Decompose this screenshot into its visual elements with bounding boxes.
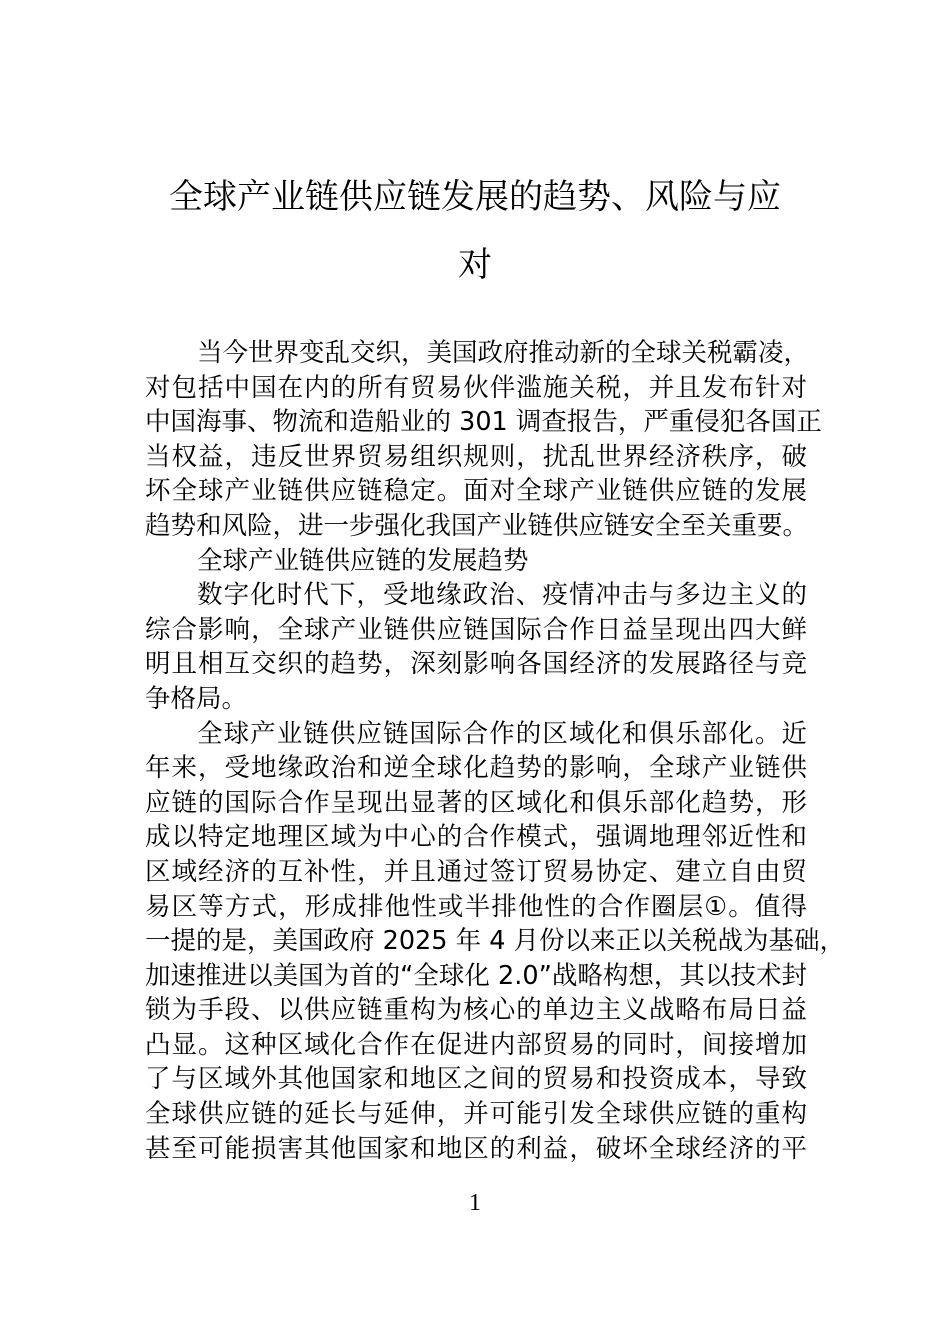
text-line: 争格局。	[145, 683, 248, 714]
text-line: 明且相互交织的趋势，深刻影响各国经济的发展路径与竞	[145, 649, 807, 680]
text-line: 对包括中国在内的所有贸易伙伴滥施关税，并且发布针对	[145, 372, 807, 403]
document-title-line-2: 对	[458, 245, 492, 285]
text-line: 一提的是，美国政府 2025 年 4 月份以来正以关税战为基础，	[145, 926, 846, 957]
paragraph	[145, 336, 822, 544]
text-line: 易区等方式，形成排他性或半排他性的合作圈层①。值得	[145, 891, 807, 922]
text-line: 锁为手段、以供应链重构为核心的单边主义战略布局日益	[145, 995, 807, 1026]
text-line: 了与区域外其他国家和地区之间的贸易和投资成本，导致	[145, 1064, 807, 1095]
text-line: 甚至可能损害其他国家和地区的利益，破坏全球经济的平	[145, 1133, 807, 1164]
text-line: 区域经济的互补性，并且通过签订贸易协定、建立自由贸	[145, 856, 807, 887]
text-line: 趋势和风险，进一步强化我国产业链供应链安全至关重要。	[145, 510, 809, 541]
paragraph	[145, 578, 807, 716]
text-line: 当权益，违反世界贸易组织规则，扰乱世界经济秩序，破	[145, 441, 807, 472]
text-line: 全球产业链供应链的发展趋势	[197, 545, 529, 576]
text-line: 综合影响，全球产业链供应链国际合作日益呈现出四大鲜	[145, 614, 807, 645]
text-line: 当今世界变乱交织，美国政府推动新的全球关税霸凌，	[197, 338, 810, 368]
page-number: 1	[469, 1190, 481, 1216]
document-body	[145, 336, 846, 1166]
text-line: 坏全球产业链供应链稳定。面对全球产业链供应链的发展	[145, 476, 807, 507]
text-line: 年来，受地缘政治和逆全球化趋势的影响，全球产业链供	[145, 753, 807, 784]
text-line: 成以特定地理区域为中心的合作模式，强调地理邻近性和	[145, 822, 807, 853]
text-line: 凸显。这种区域化合作在促进内部贸易的同时，间接增加	[145, 1029, 807, 1060]
text-line: 加速推进以美国为首的“全球化 2.0”战略构想，其以技术封	[145, 960, 807, 991]
text-line: 数字化时代下，受地缘政治、疫情冲击与多边主义的	[197, 580, 807, 611]
text-line: 应链的国际合作呈现出显著的区域化和俱乐部化趋势，形	[145, 787, 807, 818]
paragraph	[145, 717, 846, 1167]
text-line: 全球供应链的延长与延伸，并可能引发全球供应链的重构	[145, 1099, 807, 1130]
text-line: 中国海事、物流和造船业的 301 调查报告，严重侵犯各国正	[145, 407, 822, 438]
text-line: 全球产业链供应链国际合作的区域化和俱乐部化。近	[197, 718, 807, 749]
document-title-line-1: 全球产业链供应链发展的趋势、风险与应	[169, 177, 781, 217]
section-heading	[145, 544, 807, 579]
